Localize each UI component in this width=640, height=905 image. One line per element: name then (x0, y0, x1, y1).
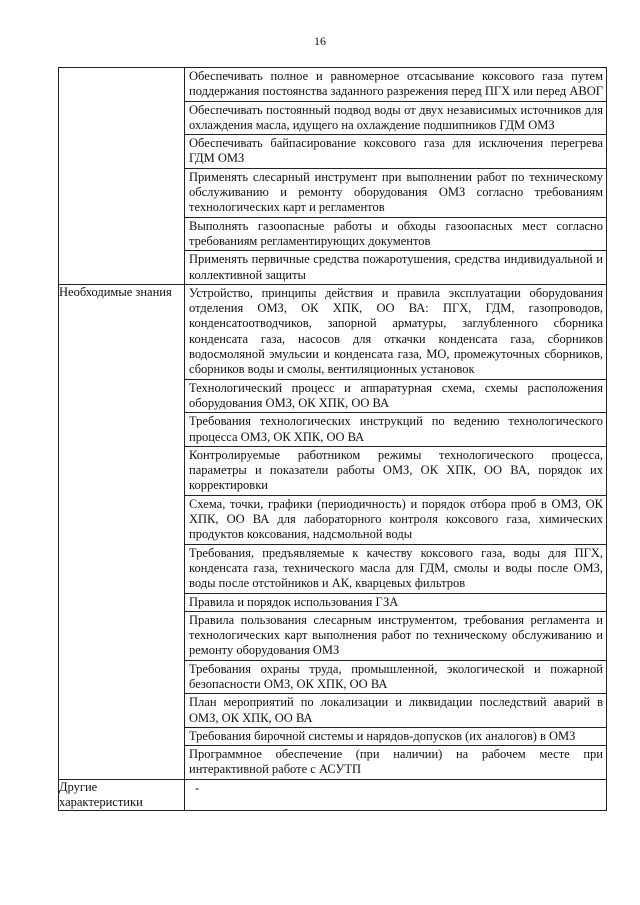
list-item: Требования, предъявляемые к качеству коксового газа, воды для ПГХ, конденсата газа, технического масла для ГДМ, смолы и воды после ОМЗ, воды после отстойников и АК, кварцевых фильтров (185, 545, 606, 594)
list-item: Обеспечивать постоянный подвод воды от двух независимых источников для охлаждения масла, идущего на охлаждение подшипников ГДМ ОМЗ (185, 102, 606, 136)
row-label-other: Другие характеристики (59, 779, 185, 810)
list-item: Технологический процесс и аппаратурная схема, схемы расположения оборудования ОМЗ, ОК ХПК, ОО ВА (185, 380, 606, 414)
list-item: Требования охраны труда, промышленной, экологической и пожарной безопасности ОМЗ, ОК ХПК, ОО ВА (185, 661, 606, 695)
items-cell (185, 284, 607, 779)
list-item: Устройство, принципы действия и правила эксплуатации оборудования отделения ОМЗ, ОК ХПК, ОО ВА: ПГХ, ГДМ, газопроводов, конденсатоотводчиков, запорной арматуры, заглубленного сборника конденсата газа, насосов для откачки конденсата газа, сборников водосмоляной эмульсии и конденсата газа, МО, промежуточных сборников, сборников воды и смолы, вентиляционных установок (185, 285, 606, 380)
list-item: Выполнять газоопасные работы и обходы газоопасных мест согласно требованиям регламентирующих документов (185, 218, 606, 252)
table-row-other (59, 779, 607, 810)
list-item: Применять первичные средства пожаротушения, средства индивидуальной и коллективной защиты (189, 252, 603, 282)
competency-table (58, 67, 607, 811)
list-item: Обеспечивать полное и равномерное отсасывание коксового газа путем поддержания постоянства заданного разрежения перед ПГХ или перед АВОГ (185, 68, 606, 102)
list-item: Обеспечивать байпасирование коксового газа для исключения перегрева ГДМ ОМЗ (185, 135, 606, 169)
row-label (59, 68, 185, 285)
other-characteristics-value: - (195, 780, 200, 795)
list-item: План мероприятий по локализации и ликвидации последствий аварий в ОМЗ, ОК ХПК, ОО ВА (185, 694, 606, 728)
table-row-knowledge (59, 284, 607, 779)
page-number: 16 (314, 34, 326, 48)
list-item: Правила и порядок использования ГЗА (185, 594, 606, 612)
items-cell (185, 68, 607, 285)
table-row-skills (59, 68, 607, 285)
list-item: Требования технологических инструкций по ведению технологического процесса ОМЗ, ОК ХПК, ОО ВА (185, 413, 606, 447)
list-item: Требования бирочной системы и нарядов-допусков (их аналогов) в ОМЗ (185, 728, 606, 746)
list-item: Программное обеспечение (при наличии) на рабочем месте при интерактивной работе с АСУТП (189, 747, 603, 777)
list-item: Применять слесарный инструмент при выполнении работ по техническому обслуживанию и ремонту оборудования ОМЗ согласно требованиям технологических карт и регламентов (185, 169, 606, 218)
list-item: Правила пользования слесарным инструментом, требования регламента и технологических карт выполнения работ по техническому обслуживанию и ремонту оборудования ОМЗ (185, 612, 606, 661)
items-cell (185, 779, 607, 810)
list-item: Схема, точки, графики (периодичность) и порядок отбора проб в ОМЗ, ОК ХПК, ОО ВА для лабораторного контроля коксового газа, химических продуктов коксования, надсмольной воды (185, 496, 606, 545)
row-label-knowledge: Необходимые знания (59, 284, 185, 779)
list-item: Контролируемые работником режимы технологического процесса, параметры и показатели работы ОМЗ, ОК ХПК, ОО ВА, порядок их корректировки (185, 447, 606, 496)
